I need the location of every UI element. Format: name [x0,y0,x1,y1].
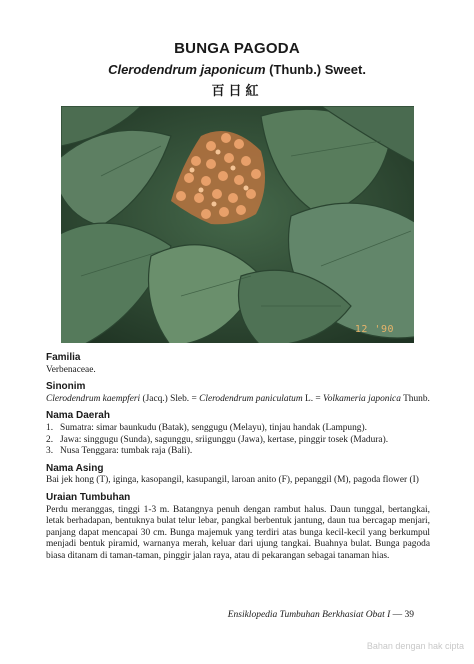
sinonim-heading: Sinonim [46,381,86,393]
synonym-3-author: Thunb. [400,393,430,404]
list-item-text: Sumatra: simar baunkudu (Batak), senggugu (Melayu), tinjau handak (Lampung). [60,422,367,433]
scientific-name-author: (Thunb.) Sweet. [269,62,366,77]
familia-text: Verbenaceae. [46,364,96,375]
nama-asing-text: Bai jek hong (T), iginga, kasopangil, kasupangil, laroan anito (F), pepanggil (M), pagoda flower (I) [46,475,419,486]
synonym-2: Clerodendrum paniculatum [199,393,303,404]
uraian-heading: Uraian Tumbuhan [46,491,131,503]
list-item [46,423,430,435]
list-item-number: 3. [46,446,54,457]
plant-photo-illustration [61,106,414,343]
entry-body [46,352,430,563]
scientific-name-species: Clerodendrum japonicum [108,62,266,77]
chinese-name: 百日紅 [211,83,263,98]
photo-date-stamp: 12 '90 [354,324,394,335]
list-item [46,435,430,447]
synonym-1: Clerodendrum kaempferi [46,393,141,404]
familia-heading: Familia [46,352,81,363]
list-item-text: Nusa Tenggara: tumbak raja (Bali). [60,446,193,457]
page-footer [228,610,414,620]
uraian-text: Perdu meranggas, tinggi 1-3 m. Batangnya penuh dengan rambut halus. Daun tunggal, bertangkai, letak berhadapan, bentuknya bulat telur lebar, pangkal berbentuk jantung, daun tua bercagap menjari, panjang dapat mencapai 30 cm. Bunga majemuk yang terdiri atas bunga kecil-kecil yang berkumpul menjadi bentuk piramid, warnanya merah, keluar dari ujung tangkai. Buahnya bulat. Bunga pagoda biasa ditanam di taman-taman, pinggir jalan raya, atau di pekarangan sebagai tanaman hias. [46,504,430,561]
list-item-number: 1. [46,422,54,433]
scientific-name [0,62,474,77]
plant-photo [61,106,414,343]
list-item [46,446,430,458]
page-number: — 39 [392,610,414,620]
synonym-2-author: L. = [302,393,324,404]
synonym-3: Volkameria japonica [323,393,401,404]
list-item-number: 2. [46,434,54,445]
nama-daerah-heading: Nama Daerah [46,410,110,422]
page-title: BUNGA PAGODA [174,40,300,57]
copyright-watermark: Bahan dengan hak cipta [366,641,464,651]
sinonim-text [46,394,430,406]
nama-asing-heading: Nama Asing [46,462,104,474]
synonym-1-author: (Jacq.) Sleb. = [142,393,200,404]
nama-daerah-list [46,423,430,458]
book-title: Ensiklopedia Tumbuhan Berkhasiat Obat I [227,610,391,620]
list-item-text: Jawa: singgugu (Sunda), sagunggu, sriigunggu (Jawa), kertase, pinggir tosek (Madura). [60,434,389,445]
